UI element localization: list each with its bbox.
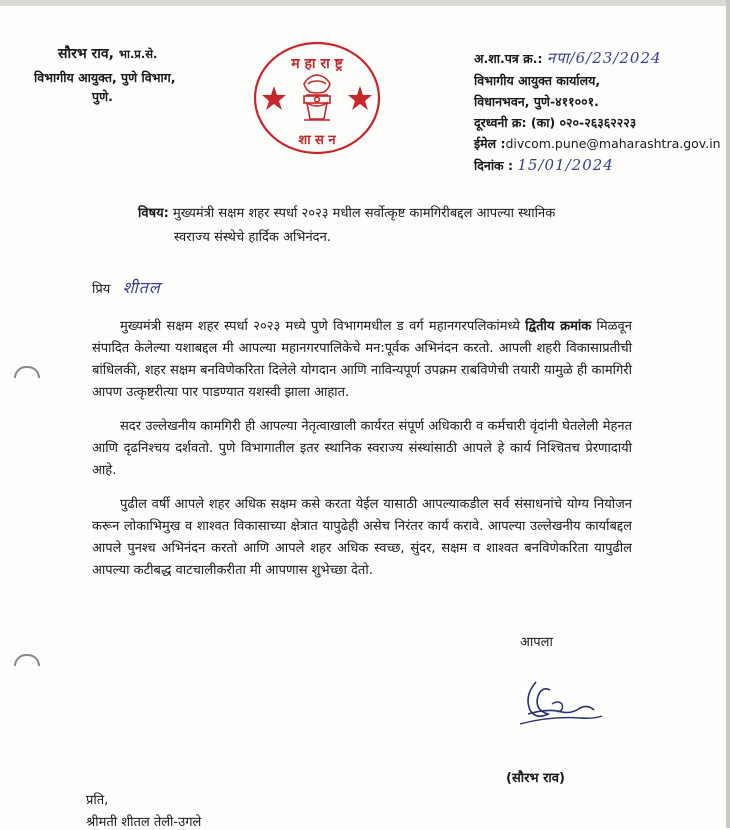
email-value: divcom.pune@maharashtra.gov.in — [505, 136, 721, 151]
seal-bottom-text: शा स न — [298, 133, 336, 148]
subject-label: विषय: — [138, 206, 169, 221]
maharashtra-shasan-seal — [252, 40, 382, 156]
recipient-label: प्रति, — [86, 793, 109, 808]
phone-row — [474, 114, 636, 131]
recipient-name: श्रीमती शीतल तेली-उगले — [86, 815, 202, 830]
phone-value: (का) ०२०-२६३६२२२३ — [530, 115, 637, 130]
body-paragraph-3: पुढील वर्षी आपले शहर अधिक सक्षम कसे करता येईल यासाठी आपल्याकडील सर्व संसाधनांचे योग्य नियोजन करून लोकाभिमुख व शाश्वत विकासाच्या क्षेत्रात यापुढेही असेच निरंतर कार्य करावे. आपल्या उल्लेखनीय कार्याबद्दल आपले पुनश्च अभिनंदन करतो आणि आपले शहर अधिक स्वच्छ, सुंदर, सक्षम व शाश्वत बनविणेकरिता यापुढील आपल्या कटीबद्ध वाटचालीकरीता मी आपणास शुभेच्छा देतो. — [92, 497, 632, 578]
email-row — [474, 135, 721, 152]
seal-top-text: म हा रा ष्ट्र — [291, 56, 343, 72]
body-paragraph-1: मुख्यमंत्री सक्षम शहर स्पर्धा २०२३ मध्ये पुणे विभागमधील ड वर्ग महानगरपलिकांमध्ये द्वितीय क्रमांक मिळवून संपादित केलेल्या यशाबद्दल मी आपल्या महानगरपालिकेचे मन:पूर्वक अभिनंदन करतो. आपली शहरी विकासाप्रतीची बांधिलकी, शहर सक्षम बनविणेकरिता दिलेले योगदान आणि नाविन्यपूर्ण उपक्रम राबविणेची तयारी यामुळे ही कामगिरी आपण उत्कृष्टरीत्या पार पाडण्यात यशस्वी झाला आहात. — [92, 319, 632, 400]
sender-name: सौरभ राव, भा.प्र.से. — [58, 46, 158, 62]
salutation-prefix: प्रिय — [92, 282, 111, 297]
date-label: दिनांक : — [474, 158, 514, 173]
scan-edge-top — [0, 0, 730, 6]
rank-highlight: द्वितीय क्रमांक — [525, 319, 592, 334]
closing-yours: आपला — [520, 635, 553, 650]
subject-line-2: स्वराज्य संस्थेचे हार्दिक अभिनंदन. — [174, 230, 331, 245]
punch-hole-lower — [14, 654, 40, 666]
sender-city: पुणे. — [92, 89, 113, 104]
signatory-name: (सौरभ राव) — [506, 771, 565, 786]
signature — [506, 674, 606, 736]
scan-edge-right — [726, 0, 730, 828]
ref-number-label: अ.शा.पत्र क्र.: — [474, 51, 543, 66]
office-address: विधानभवन, पुणे-४११००१. — [474, 94, 599, 109]
phone-label: दूरध्वनी क्र: — [474, 115, 527, 130]
seal-star-left — [262, 86, 286, 110]
seal-star-right — [348, 86, 372, 110]
email-label: ईमेल : — [474, 136, 506, 151]
salutation-handwritten-name: शीतल — [122, 278, 161, 297]
ref-number-row — [474, 48, 662, 68]
ref-number-handwritten: नपा/6/23/2024 — [546, 49, 662, 67]
subject — [138, 202, 658, 250]
salutation — [92, 276, 161, 298]
subject-line-1: मुख्यमंत्री सक्षम शहर स्पर्धा २०२३ मधील सर्वोत्कृष्ट कामगिरीबद्दल आपल्या स्थानिक — [173, 206, 556, 221]
sender-designation: विभागीय आयुक्त, पुणे विभाग, — [34, 70, 176, 85]
office-name: विभागीय आयुक्त कार्यालय, — [474, 73, 601, 88]
lion-capital-emblem — [304, 75, 330, 120]
date-handwritten: 15/01/2024 — [517, 156, 614, 174]
date-row — [474, 156, 614, 174]
body-paragraph-2: सदर उल्लेखनीय कामगिरी ही आपल्या नेतृत्वाखाली कार्यरत संपूर्ण अधिकारी व कर्मचारी वृंदांनी घेतलेली मेहनत आणि दृढनिश्चय दर्शवतो. पुणे विभागातील इतर स्थानिक स्वराज्य संस्थांसाठी आपले हे कार्य निश्चितच प्रेरणादायी आहे. — [92, 419, 632, 478]
punch-hole-upper — [14, 366, 40, 378]
